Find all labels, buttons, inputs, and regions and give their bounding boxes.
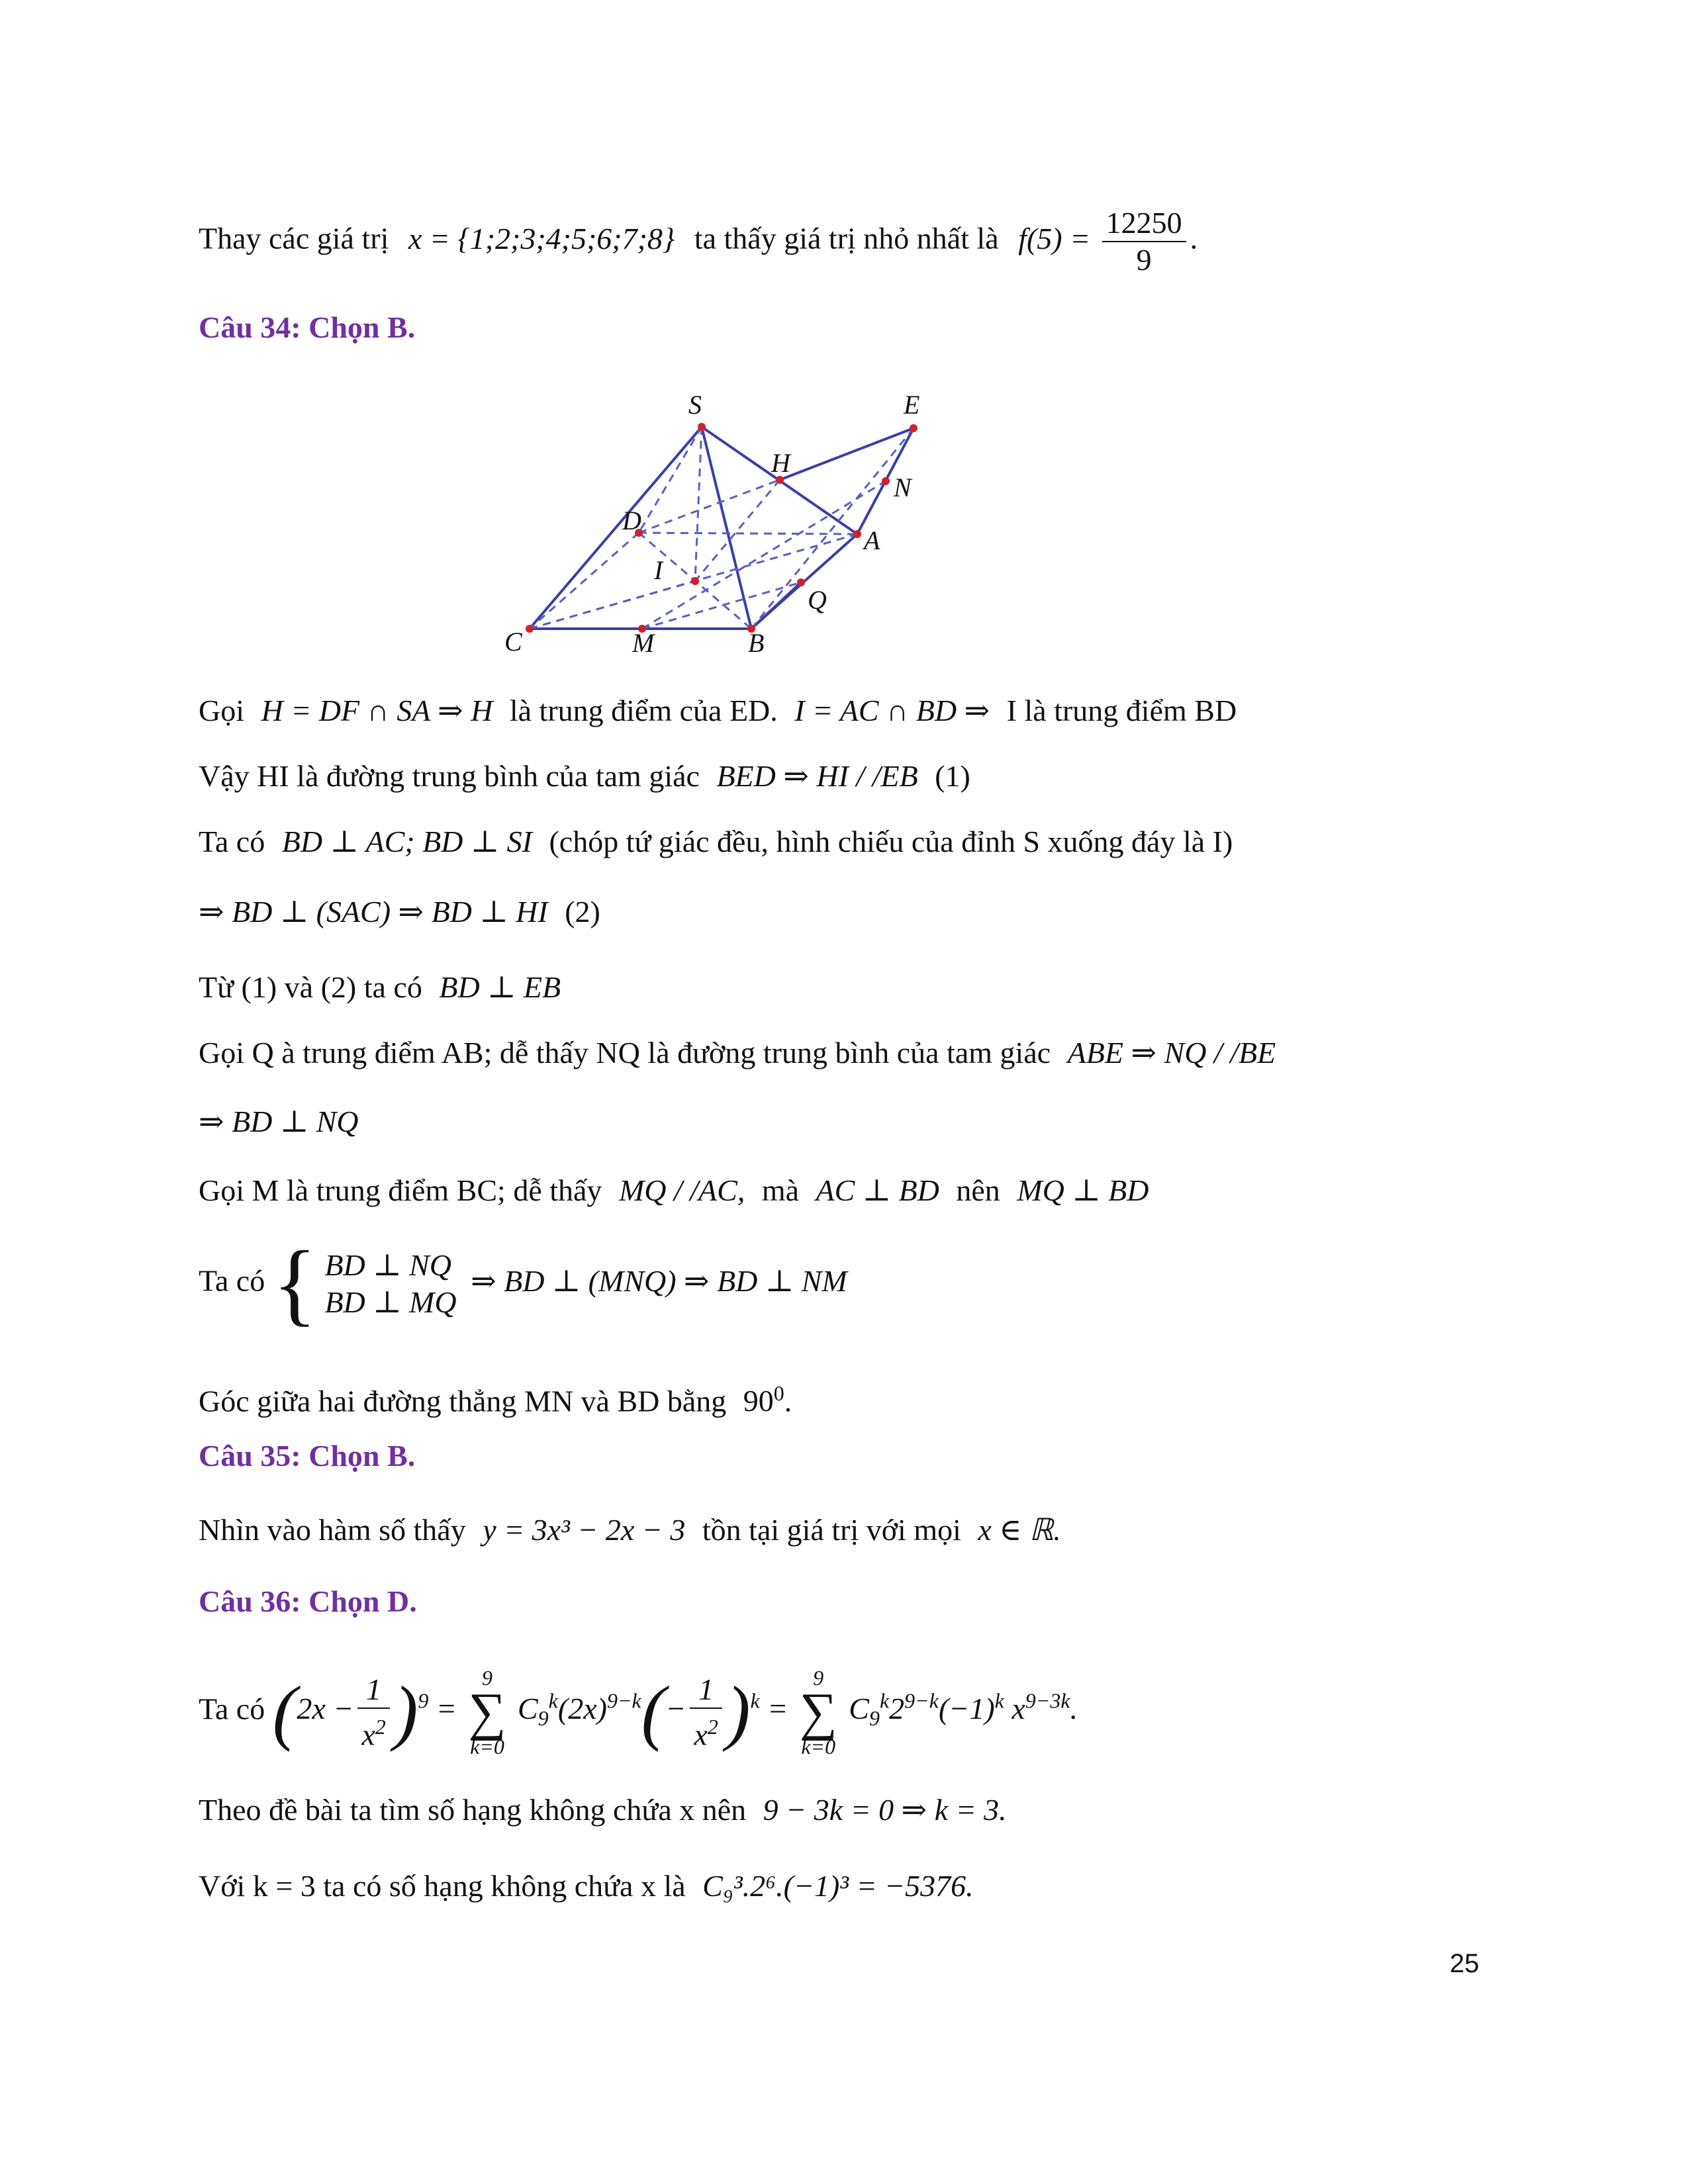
q35-line1: Nhìn vào hàm số thấy y = 3x³ − 2x − 3 tồn tại giá trị với mọi x ∈ ℝ. bbox=[199, 1513, 1061, 1547]
label-S: S bbox=[688, 390, 702, 420]
edge-SC bbox=[530, 427, 702, 629]
q34-line5: Từ (1) và (2) ta có BD ⊥ EB bbox=[199, 970, 561, 1004]
page-number: 25 bbox=[1450, 1949, 1479, 1978]
point-A bbox=[853, 530, 861, 538]
q34-line4: ⇒ BD ⊥ (SAC) ⇒ BD ⊥ HI (2) bbox=[199, 895, 600, 929]
point-I bbox=[691, 577, 699, 585]
intro-func: f(5) = bbox=[1018, 221, 1091, 255]
point-C bbox=[526, 625, 534, 633]
edge-DC bbox=[530, 533, 639, 629]
label-H: H bbox=[771, 448, 790, 478]
system-brace: { bbox=[272, 1232, 317, 1335]
q36-line1: Ta có (2x − $\frac{1}{x^2}$ )$^9$ = 9 ∑ k=0 $C_9^k(2x)^{9-k}(-$ $\frac{1}{x^2}$ )$^k$ = 9 ∑ k=0 $C_9^k2^{9-k}(-1)^k$ $x^{9-3k}$. bbox=[199, 1665, 1078, 1758]
q36-line3: Với k = 3 ta có số hạng không chứa x là C₉³.2⁶.(−1)³ = −5376. bbox=[199, 1869, 974, 1903]
edge-CI bbox=[530, 581, 695, 629]
q35-heading: Câu 35: Chọn B. bbox=[199, 1439, 416, 1473]
label-I: I bbox=[654, 555, 663, 585]
q34-line9: Ta có { BD ⊥ NQ BD ⊥ MQ ⇒ BD ⊥ (MNQ) ⇒ BD ⊥ NM bbox=[199, 1232, 847, 1335]
edge-DA bbox=[639, 533, 857, 534]
edge-HI bbox=[695, 480, 780, 581]
label-N: N bbox=[894, 473, 912, 502]
q36-line2: Theo đề bài ta tìm số hạng không chứa x nên 9 − 3k = 0 ⇒ k = 3. bbox=[199, 1793, 1007, 1827]
q34-line10: Góc giữa hai đường thẳng MN và BD bằng $90^0$. bbox=[199, 1381, 792, 1418]
label-E: E bbox=[904, 390, 920, 420]
pyramid-figure bbox=[490, 381, 953, 672]
edge-MN bbox=[642, 481, 886, 629]
label-A: A bbox=[864, 525, 880, 555]
label-M: M bbox=[632, 628, 655, 658]
label-B: B bbox=[748, 628, 765, 658]
q34-line3: Ta có BD ⊥ AC; BD ⊥ SI (chóp tứ giác đều, hình chiếu của đỉnh S xuống đáy là I) bbox=[199, 825, 1233, 858]
q34-heading: Câu 34: Chọn B. bbox=[199, 310, 416, 344]
label-Q: Q bbox=[808, 585, 827, 615]
intro-line: Thay các giá trị x = {1;2;3;4;5;6;7;8} ta thấy giá trị nhỏ nhất là f(5) = $\frac{12250}{9}$ . bbox=[199, 206, 1198, 277]
point-S bbox=[698, 423, 706, 431]
binomial-expansion: (2x − $\frac{1}{x^2}$ )$^9$ = 9 ∑ k=0 $C_9^k(2x)^{9-k}(-$ $\frac{1}{x^2}$ )$^k$ = 9 ∑ k=0 $C_9^k2^{9-k}(-1)^k$ $x^{9-3k}$. bbox=[272, 1665, 1078, 1758]
q34-line2: Vậy HI là đường trung bình của tam giác BED ⇒ HI / /EB (1) bbox=[199, 759, 970, 793]
intro-set: x = {1;2;3;4;5;6;7;8} bbox=[408, 221, 675, 255]
point-E bbox=[910, 424, 917, 432]
intro-fraction: $\frac{12250}{9}$ bbox=[1102, 205, 1186, 278]
edge-SI bbox=[695, 427, 702, 581]
label-D: D bbox=[622, 506, 641, 535]
point-N bbox=[882, 477, 890, 485]
label-C: C bbox=[504, 627, 522, 657]
intro-prefix: Thay các giá trị bbox=[199, 221, 389, 255]
q34-line8: Gọi M là trung điểm BC; dễ thấy MQ / /AC, mà AC ⊥ BD nên MQ ⊥ BD bbox=[199, 1173, 1149, 1207]
intro-middle: ta thấy giá trị nhỏ nhất là bbox=[694, 221, 999, 255]
q34-line6: Gọi Q à trung điểm AB; dễ thấy NQ là đường trung bình của tam giác ABE ⇒ NQ / /BE bbox=[199, 1036, 1276, 1069]
q34-line1: Gọi H = DF ∩ SA ⇒ H là trung điểm của ED. I = AC ∩ BD ⇒ I là trung điểm BD bbox=[199, 694, 1237, 727]
edge-SD bbox=[639, 427, 702, 533]
point-Q bbox=[797, 578, 805, 586]
equation-system: BD ⊥ NQ BD ⊥ MQ bbox=[324, 1248, 457, 1319]
q36-heading: Câu 36: Chọn D. bbox=[199, 1584, 417, 1618]
q34-line7: ⇒ BD ⊥ NQ bbox=[199, 1105, 359, 1138]
